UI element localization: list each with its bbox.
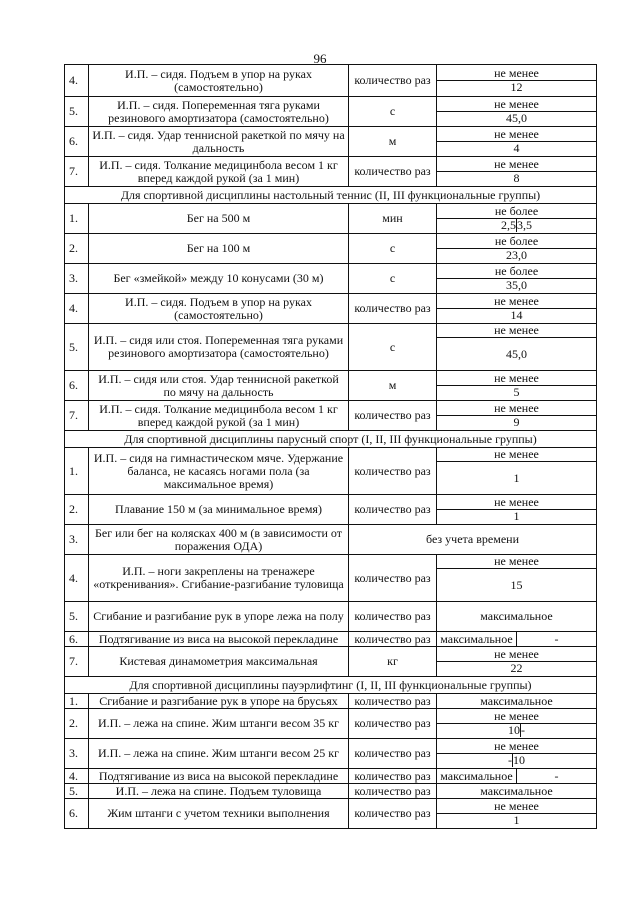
value: -: [508, 753, 512, 767]
unit: м: [349, 127, 437, 157]
unit: количество раз: [349, 401, 437, 431]
exercise-name: Кистевая динамометрия максимальная: [89, 647, 349, 677]
unit: количество раз: [349, 632, 437, 647]
section-row: [65, 431, 597, 448]
criterion: не менее: [494, 97, 539, 111]
page-number: 96: [313, 51, 327, 66]
criterion: без учета времени: [349, 525, 597, 555]
row-number: 1.: [65, 204, 89, 234]
exercise-name: Бег на 100 м: [89, 234, 349, 264]
criterion: не менее: [494, 647, 539, 661]
criterion: не менее: [494, 447, 539, 461]
table-row: [65, 694, 597, 709]
value: 9: [437, 415, 596, 429]
exercise-name: И.П. – сидя на гимнастическом мяче. Удержание баланса, не касаясь ногами пола (за максимальное время): [89, 448, 349, 495]
row-number: 5.: [65, 324, 89, 371]
section-title: Для спортивной дисциплины пауэрлифтинг (I, II, III функциональные группы): [65, 677, 597, 694]
row-number: 5.: [65, 602, 89, 632]
exercise-name: И.П. – сидя или стоя. Попеременная тяга руками резинового амортизатора (самостоятельно): [89, 324, 349, 371]
criterion: не более: [494, 234, 539, 248]
value: 4: [437, 141, 596, 155]
exercise-name: Бег на 500 м: [89, 204, 349, 234]
row-number: 6.: [65, 799, 89, 829]
table-row: [65, 97, 597, 127]
criterion: не менее: [494, 739, 539, 753]
exercise-name: И.П. – лежа на спине. Жим штанги весом 35 кг: [89, 709, 349, 739]
value: максимальное: [437, 694, 597, 709]
criterion: не менее: [494, 401, 539, 415]
row-number: 5.: [65, 97, 89, 127]
row-number: 6.: [65, 127, 89, 157]
criterion: не менее: [494, 127, 539, 141]
criterion: не менее: [494, 66, 539, 80]
criterion: не менее: [494, 554, 539, 568]
row-number: 2.: [65, 234, 89, 264]
exercise-name: Жим штанги с учетом техники выполнения: [89, 799, 349, 829]
table-row: [65, 709, 597, 739]
row-number: 3.: [65, 525, 89, 555]
table-row: [65, 127, 597, 157]
row-number: 2.: [65, 709, 89, 739]
table-row: [65, 525, 597, 555]
row-number: 4.: [65, 769, 89, 784]
section-title: Для спортивной дисциплины настольный теннис (II, III функциональные группы): [65, 187, 597, 204]
table-row: [65, 324, 597, 371]
unit: количество раз: [349, 709, 437, 739]
exercise-name: Подтягивание из виса на высокой перекладине: [89, 632, 349, 647]
table-row: [65, 234, 597, 264]
criterion: не более: [494, 204, 539, 218]
row-number: 2.: [65, 495, 89, 525]
criterion: не менее: [494, 709, 539, 723]
unit: количество раз: [349, 157, 437, 187]
row-number: 4.: [65, 555, 89, 602]
row-number: 4.: [65, 65, 89, 97]
unit: с: [349, 264, 437, 294]
table-row: [65, 495, 597, 525]
unit: количество раз: [349, 495, 437, 525]
value: 3,5: [517, 218, 532, 232]
value: максимальное: [437, 602, 597, 632]
table-row: [65, 401, 597, 431]
value: 14: [437, 308, 596, 322]
row-number: 1.: [65, 694, 89, 709]
criterion: не менее: [494, 495, 539, 509]
unit: с: [349, 234, 437, 264]
value: 15: [437, 568, 596, 601]
value: 1: [437, 509, 596, 523]
value: -: [517, 632, 597, 647]
exercise-name: И.П. – ноги закреплены на тренажере «откренивания». Сгибание-разгибание туловища: [89, 555, 349, 602]
unit: количество раз: [349, 294, 437, 324]
exercise-name: Сгибание и разгибание рук в упоре лежа на полу: [89, 602, 349, 632]
row-number: 7.: [65, 647, 89, 677]
value: -: [521, 723, 525, 737]
value: 10: [508, 723, 520, 737]
unit: количество раз: [349, 784, 437, 799]
exercise-name: И.П. – лежа на спине. Подъем туловища: [89, 784, 349, 799]
exercise-name: Подтягивание из виса на высокой перекладине: [89, 769, 349, 784]
exercise-name: И.П. – сидя. Попеременная тяга руками резинового амортизатора (самостоятельно): [89, 97, 349, 127]
table-row: [65, 65, 597, 97]
value: 23,0: [437, 248, 596, 262]
standards-table: [64, 64, 597, 829]
value: 22: [437, 661, 596, 675]
unit: мин: [349, 204, 437, 234]
row-number: 3.: [65, 739, 89, 769]
value: максимальное: [437, 632, 517, 647]
criterion: не менее: [494, 799, 539, 813]
value: 5: [437, 385, 596, 399]
unit: с: [349, 324, 437, 371]
criterion: не более: [494, 264, 539, 278]
table-row: [65, 157, 597, 187]
value: максимальное: [437, 769, 517, 784]
value: 45,0: [437, 337, 596, 370]
value: 1: [437, 461, 596, 494]
table-row: [65, 555, 597, 602]
unit: кг: [349, 647, 437, 677]
unit: количество раз: [349, 555, 437, 602]
table-row: [65, 264, 597, 294]
value: максимальное: [437, 784, 597, 799]
row-number: 4.: [65, 294, 89, 324]
value: 1: [437, 813, 596, 827]
table-row: [65, 602, 597, 632]
table-row: [65, 799, 597, 829]
exercise-name: И.П. – сидя или стоя. Удар теннисной ракеткой по мячу на дальность: [89, 371, 349, 401]
unit: с: [349, 97, 437, 127]
exercise-name: И.П. – сидя. Толкание медицинбола весом 1 кг вперед каждой рукой (за 1 мин): [89, 157, 349, 187]
table-row: [65, 448, 597, 495]
unit: количество раз: [349, 65, 437, 97]
row-number: 6.: [65, 371, 89, 401]
unit: количество раз: [349, 694, 437, 709]
row-number: 5.: [65, 784, 89, 799]
row-number: 3.: [65, 264, 89, 294]
exercise-name: Плавание 150 м (за минимальное время): [89, 495, 349, 525]
value: 8: [437, 171, 596, 185]
table-row: [65, 739, 597, 769]
section-title: Для спортивной дисциплины парусный спорт (I, II, III функциональные группы): [65, 431, 597, 448]
table-row: [65, 294, 597, 324]
row-number: 7.: [65, 401, 89, 431]
exercise-name: Бег «змейкой» между 10 конусами (30 м): [89, 264, 349, 294]
row-number: 6.: [65, 632, 89, 647]
exercise-name: И.П. – сидя. Подъем в упор на руках (самостоятельно): [89, 294, 349, 324]
section-row: [65, 187, 597, 204]
value: 10: [513, 753, 525, 767]
section-row: [65, 677, 597, 694]
row-number: 1.: [65, 448, 89, 495]
value: -: [517, 769, 597, 784]
exercise-name: Бег или бег на колясках 400 м (в зависимости от поражения ОДА): [89, 525, 349, 555]
table-row: [65, 371, 597, 401]
exercise-name: И.П. – сидя. Толкание медицинбола весом 1 кг вперед каждой рукой (за 1 мин): [89, 401, 349, 431]
unit: количество раз: [349, 602, 437, 632]
row-number: 7.: [65, 157, 89, 187]
value: 35,0: [437, 278, 596, 292]
unit: м: [349, 371, 437, 401]
unit: количество раз: [349, 769, 437, 784]
criterion: не менее: [494, 294, 539, 308]
criterion: не менее: [494, 157, 539, 171]
unit: количество раз: [349, 448, 437, 495]
table-row: [65, 769, 597, 784]
exercise-name: И.П. – сидя. Удар теннисной ракеткой по мячу на дальность: [89, 127, 349, 157]
unit: количество раз: [349, 739, 437, 769]
table-row: [65, 204, 597, 234]
criterion: не менее: [494, 371, 539, 385]
exercise-name: Сгибание и разгибание рук в упоре на брусьях: [89, 694, 349, 709]
value: 2,5: [501, 218, 516, 232]
table-row: [65, 784, 597, 799]
value: 45,0: [437, 111, 596, 125]
criterion: не менее: [494, 323, 539, 337]
exercise-name: И.П. – лежа на спине. Жим штанги весом 25 кг: [89, 739, 349, 769]
exercise-name: И.П. – сидя. Подъем в упор на руках (самостоятельно): [89, 65, 349, 97]
table-row: [65, 647, 597, 677]
unit: количество раз: [349, 799, 437, 829]
table-row: [65, 632, 597, 647]
value: 12: [437, 80, 596, 94]
